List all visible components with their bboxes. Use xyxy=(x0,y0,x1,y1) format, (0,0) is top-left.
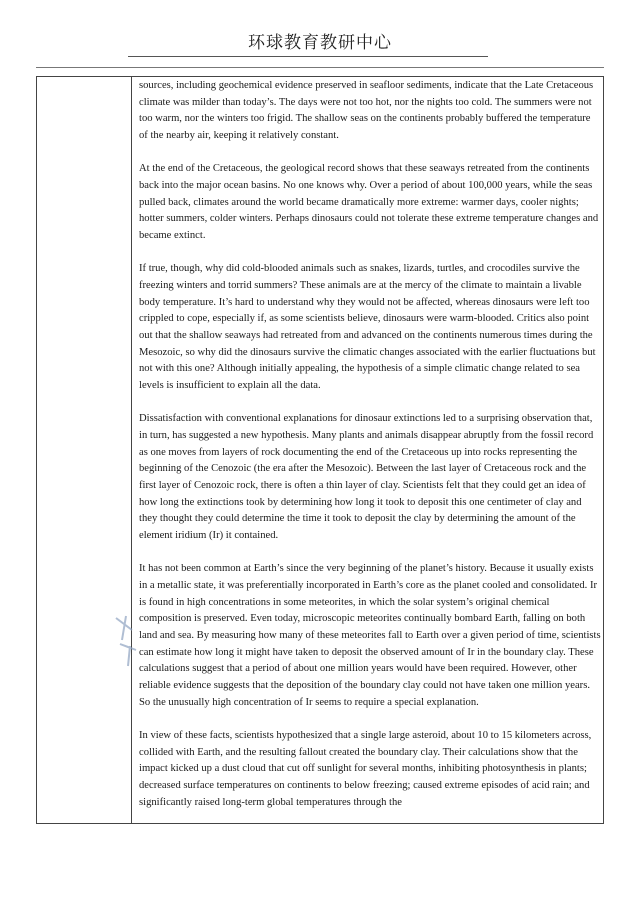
paragraph: sources, including geochemical evidence preserved in seafloor sediments, indicate that the Late Cretaceous climate was milder than today’s. The days were not too hot, nor the nights too cold. The summers were not too warm, nor the winters too frigid. The shallow seas on the continents probably buffered the temperature of the nearby air, keeping it relatively constant. xyxy=(139,80,594,142)
paragraph: At the end of the Cretaceous, the geological record shows that these seaways retreated from the continents back into the major ocean basins. No one knows why. Over a period of about 100,000 years, while the seas pulled back, climates around the world became dramatically more extreme: warmer days, cooler nights; hotter summers, colder winters. Perhaps dinosaurs could not tolerate these extreme temperature changes and became extinct. xyxy=(139,163,599,242)
paragraph: It has not been common at Earth’s since the very beginning of the planet’s history. Because it usually exists in a metallic state, it was preferentially incorporated in Earth’s core as the planet cooled and consolidated. Ir is found in high concentrations in some meteorites, in which the solar system’s original chemical composition is preserved. Even today, microscopic meteorites continually bombard Earth, falling on both land and sea. By measuring how many of these meteorites fall to Earth over a given period of time, scientists can estimate how long it might have taken to deposit the observed amount of Ir in the boundary clay. These calculations suggest that a period of about one million years would have been required. However, other reliable evidence suggests that the deposition of the boundary clay could not have taken one million years. So the unusually high concentration of Ir seems to require a special explanation. xyxy=(139,563,601,708)
header-divider xyxy=(128,56,488,57)
header-divider-secondary xyxy=(36,67,604,68)
paragraph: In view of these facts, scientists hypothesized that a single large asteroid, about 10 to 15 kilometers across, collided with Earth, and the resulting fallout created the boundary clay. Their calculations show that the impact kicked up a dust cloud that cut off sunlight for several months, inhibiting photosynthesis in plants; decreased surface temperatures on continents to below freezing; caused extreme episodes of acid rain; and significantly raised long-term global temperatures through the xyxy=(139,729,592,808)
watermark-stroke-icon xyxy=(112,610,142,670)
table-left-column xyxy=(36,76,132,824)
paragraph: If true, though, why did cold-blooded animals such as snakes, lizards, turtles, and crocodiles survive the freezing winters and torrid summers? These animals are at the mercy of the climate to maintain a livable body temperature. It’s hard to understand why they would not be affected, whereas dinosaurs were left too crippled to cope, especially if, as some scientists believe, dinosaurs were warm-blooded. Critics also point out that the shallow seaways had retreated from and advanced on the continents numerous times during the Mesozoic, so why did the dinosaurs survive the climatic changes associated with the earlier fluctuations but not with this one? Although initially appealing, the hypothesis of a simple climatic change related to sea levels is insufficient to explain all the data. xyxy=(139,263,596,392)
paragraph: Dissatisfaction with conventional explanations for dinosaur extinctions led to a surprising observation that, in turn, has suggested a new hypothesis. Many plants and animals disappear abruptly from the fossil record as one moves from layers of rock documenting the end of the Cretaceous up into rocks representing the beginning of the Cenozoic (the era after the Mesozoic). Between the last layer of Cretaceous rock and the first layer of Cenozoic rock, there is often a thin layer of clay. Scientists felt that they could get an idea of how long the extinctions took by determining how long it took to deposit this one centimeter of clay and they thought they could determine the time it took to deposit the clay by determining the amount of the element iridium (Ir) it contained. xyxy=(139,413,594,542)
passage-body xyxy=(139,78,601,828)
page-header-title: 环球教育教研中心 xyxy=(248,33,392,53)
